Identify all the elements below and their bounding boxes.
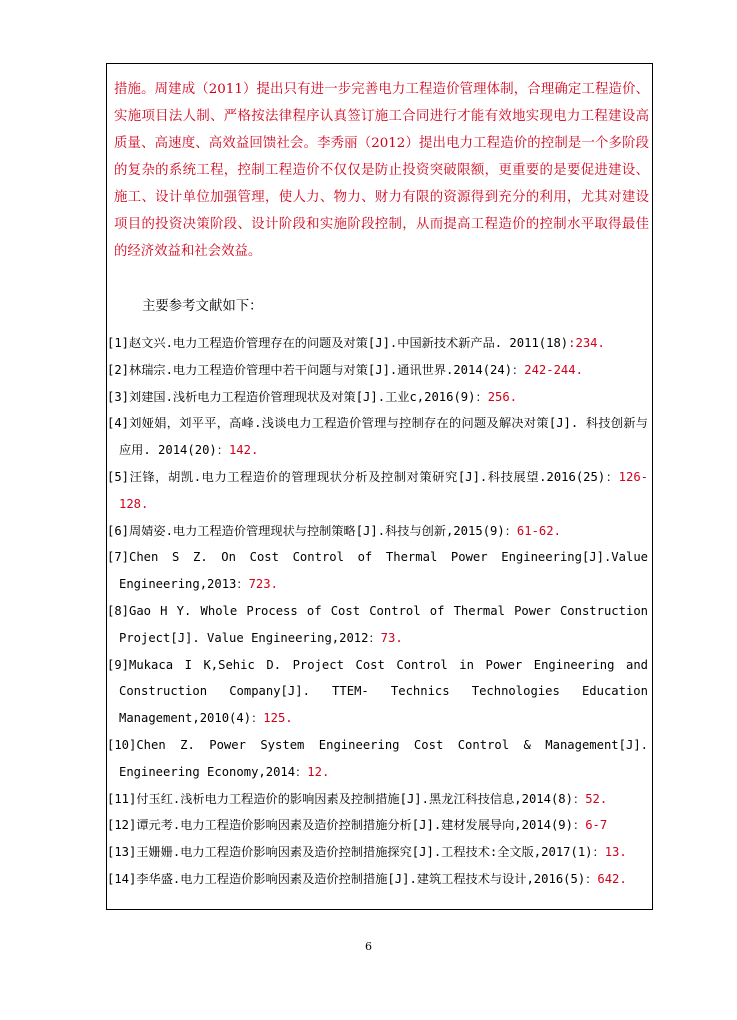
reference-pages: 242-244. xyxy=(524,362,583,377)
reference-pages: 142. xyxy=(228,443,259,458)
reference-item xyxy=(107,410,648,464)
reference-pages: 6-7 xyxy=(585,818,608,833)
reference-pages: 723. xyxy=(248,577,278,592)
reference-item xyxy=(107,464,648,518)
reference-pages: 61-62. xyxy=(516,523,561,538)
reference-item xyxy=(107,866,648,893)
reference-text: [13]王姗姗.电力工程造价影响因素及造价控制措施探究[J].工程技术:全文版,2017(1)： xyxy=(107,845,605,860)
reference-pages: 125. xyxy=(263,711,293,726)
reference-text: [10]Chen Z. Power System Engineering Cost Control & Management[J]. Engineering Economy,2014： xyxy=(107,737,648,779)
reference-text: [4]刘娅娟，刘平平，高峰.浅谈电力工程造价管理与控制存在的问题及解决对策[J]. 科技创新与应用. 2014(20)： xyxy=(107,416,648,458)
reference-pages: :234. xyxy=(568,336,605,350)
reference-item xyxy=(107,518,648,545)
reference-item xyxy=(107,544,648,598)
reference-item xyxy=(107,357,648,384)
reference-text: [11]付玉红.浅析电力工程造价的影响因素及控制措施[J].黑龙江科技信息,2014(8)： xyxy=(107,791,586,806)
reference-item xyxy=(107,786,648,813)
reference-text: [5]汪锋，胡凯.电力工程造价的管理现状分析及控制对策研究[J].科技展望.2016(25)： xyxy=(107,469,619,484)
page-number: 6 xyxy=(365,940,372,953)
reference-list xyxy=(107,330,648,893)
reference-text: [9]Mukaca I K,Sehic D. Project Cost Control in Power Engineering and Construction Company[J]. TTEM- Technics Technologies Education Management,2010(4)： xyxy=(107,657,648,726)
reference-pages: 126-128. xyxy=(119,469,648,511)
reference-pages: 256. xyxy=(487,389,518,404)
reference-item xyxy=(107,839,648,866)
reference-text: [8]Gao H Y. Whole Process of Cost Control of Thermal Power Construction Project[J]. Value Engineering,2012： xyxy=(107,603,648,645)
reference-text: [14]李华盛.电力工程造价影响因素及造价控制措施[J].建筑工程技术与设计,2016(5)： xyxy=(107,871,598,886)
reference-pages: 12. xyxy=(307,764,330,779)
reference-item xyxy=(107,812,648,839)
reference-pages: 642. xyxy=(597,871,627,886)
references-heading: 主要参考文献如下： xyxy=(142,299,263,314)
reference-text: [1]赵文兴.电力工程造价管理存在的问题及对策[J].中国新技术新产品. 2011(18) xyxy=(107,336,569,350)
reference-text: [12]谭元考.电力工程造价影响因素及造价控制措施分析[J].建材发展导向,2014(9)： xyxy=(107,818,586,833)
reference-item xyxy=(107,330,648,357)
reference-pages: 13. xyxy=(604,845,627,860)
body-paragraph: 措施。周建成（2011）提出只有进一步完善电力工程造价管理体制，合理确定工程造价、实施项目法人制、严格按法律程序认真签订施工合同进行才能有效地实现电力工程建设高质量、高速度、高效益回馈社会。李秀丽（2012）提出电力工程造价的控制是一个多阶段的复杂的系统工程，控制工程造价不仅仅是防止投资突破限额，更重要的是要促进建设、施工、设计单位加强管理，使人力、物力、财力有限的资源得到充分的利用，尤其对建设项目的投资决策阶段、设计阶段和实施阶段控制，从而提高工程造价的控制水平取得最佳的经济效益和社会效益。 xyxy=(114,82,649,259)
reference-item xyxy=(107,652,648,732)
reference-text: [6]周婧姿.电力工程造价管理现状与控制策略[J].科技与创新,2015(9)： xyxy=(107,523,517,538)
reference-item xyxy=(107,384,648,411)
reference-pages: 52. xyxy=(585,791,608,806)
reference-pages: 73. xyxy=(380,630,403,645)
reference-text: [7]Chen S Z. On Cost Control of Thermal Power Engineering[J].Value Engineering,2013： xyxy=(107,550,648,592)
reference-item xyxy=(107,598,648,652)
reference-item xyxy=(107,732,648,786)
reference-text: [3]刘建国.浅析电力工程造价管理现状及对策[J].工业c,2016(9)： xyxy=(107,389,488,404)
reference-text: [2]林瑞宗.电力工程造价管理中若干问题与对策[J].通讯世界.2014(24)： xyxy=(107,362,525,377)
